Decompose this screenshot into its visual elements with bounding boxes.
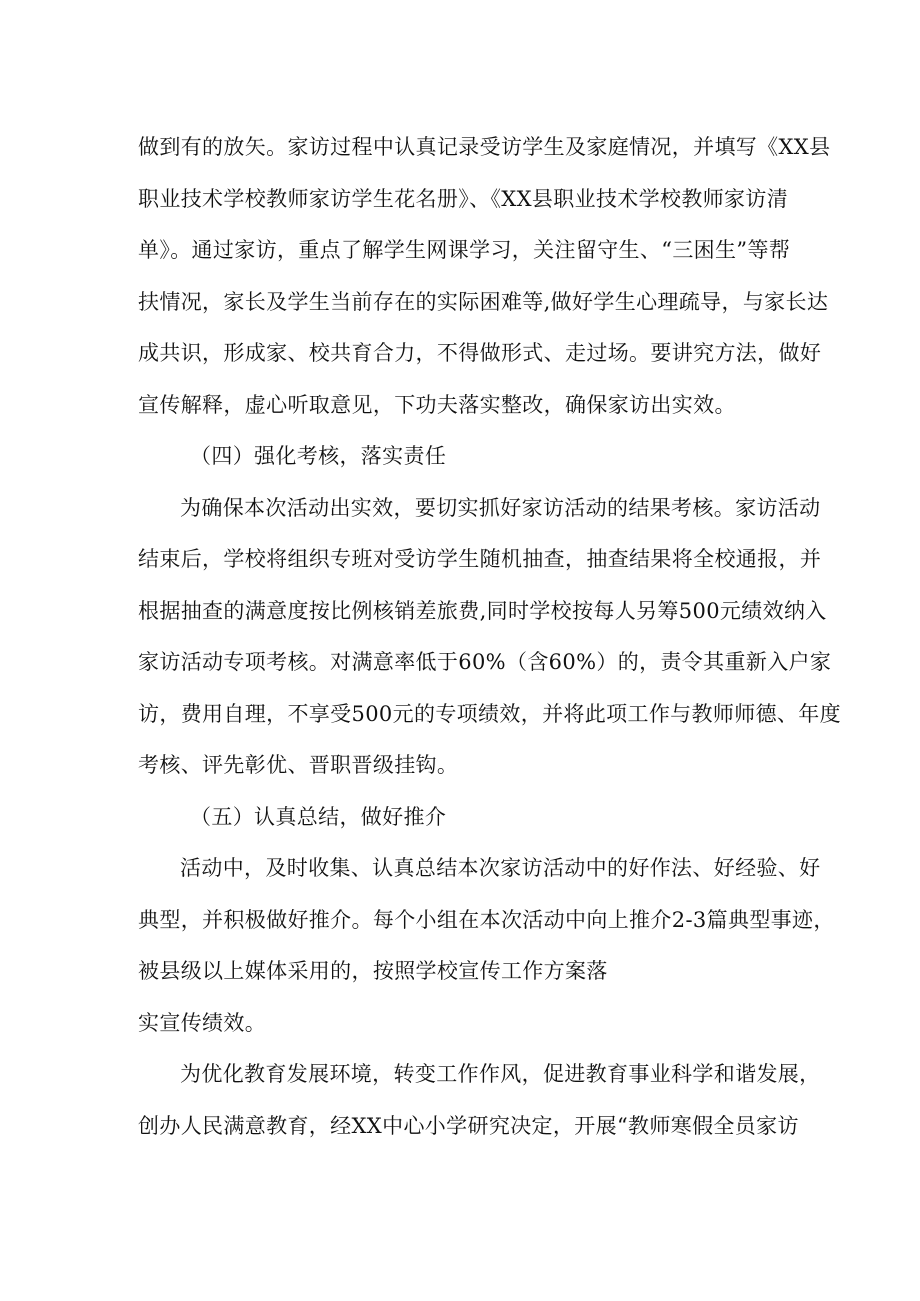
text-line: 活动中，及时收集、认真总结本次家访活动中的好作法、好经验、好 (180, 856, 821, 880)
text-line: 做到有的放矢。家访过程中认真记录受访学生及家庭情况，并填写《XX县 (138, 135, 831, 159)
text-line: 家访活动专项考核。对满意率低于60%（含60%）的，责令其重新入户家 (138, 650, 832, 674)
paragraph-intro (138, 1049, 821, 1152)
text-line: 成共识，形成家、校共育合力，不得做形式、走过场。要讲究方法，做好 (138, 341, 822, 365)
paragraph-1 (138, 122, 831, 431)
section-heading-4 (138, 431, 798, 483)
paragraph-continuation (138, 998, 798, 1050)
text-line: 访，费用自理，不享受500元的专项绩效，并将此项工作与教师师德、年度 (138, 701, 841, 726)
document-body (138, 122, 841, 1152)
text-line: 为确保本次活动出实效，要切实抓好家访活动的结果考核。家访活动 (180, 495, 821, 520)
text-line: 根据抽查的满意度按比例核销差旅费,同时学校按每人另筹500元绩效纳入 (138, 598, 827, 623)
text-line: 实宣传绩效。 (138, 1010, 267, 1035)
paragraph-assessment (138, 483, 841, 792)
text-line: 单》。通过家访，重点了解学生网课学习，关注留守生、“三困生”等帮 (138, 238, 791, 262)
heading-text: （四）强化考核，落实责任 (190, 444, 447, 468)
text-line: 被县级以上媒体采用的，按照学校宣传工作方案落 (138, 959, 608, 983)
section-heading-5 (138, 792, 798, 844)
text-line: 创办人民满意教育，经XX中心小学研究决定，开展“教师寒假全员家访 (138, 1113, 799, 1138)
text-line: 典型，并积极做好推介。每个小组在本次活动中向上推介2-3篇典型事迹， (138, 907, 835, 932)
paragraph-summary (138, 843, 835, 998)
text-line: 为优化教育发展环境，转变工作作风，促进教育事业科学和谐发展， (180, 1062, 821, 1086)
text-line: 考核、评先彰优、晋职晋级挂钩。 (138, 753, 459, 777)
text-line: 扶情况，家长及学生当前存在的实际困难等,做好学生心理疏导，与家长达 (138, 289, 829, 314)
text-line: 结束后，学校将组织专班对受访学生随机抽查，抽查结果将全校通报，并 (138, 547, 822, 571)
heading-text: （五）认真总结，做好推介 (190, 804, 447, 829)
text-line: 职业技术学校教师家访学生花名册》、《XX县职业技术学校教师家访清 (138, 186, 789, 211)
text-line: 宣传解释，虚心听取意见，下功夫落实整改，确保家访出实效。 (138, 392, 736, 417)
